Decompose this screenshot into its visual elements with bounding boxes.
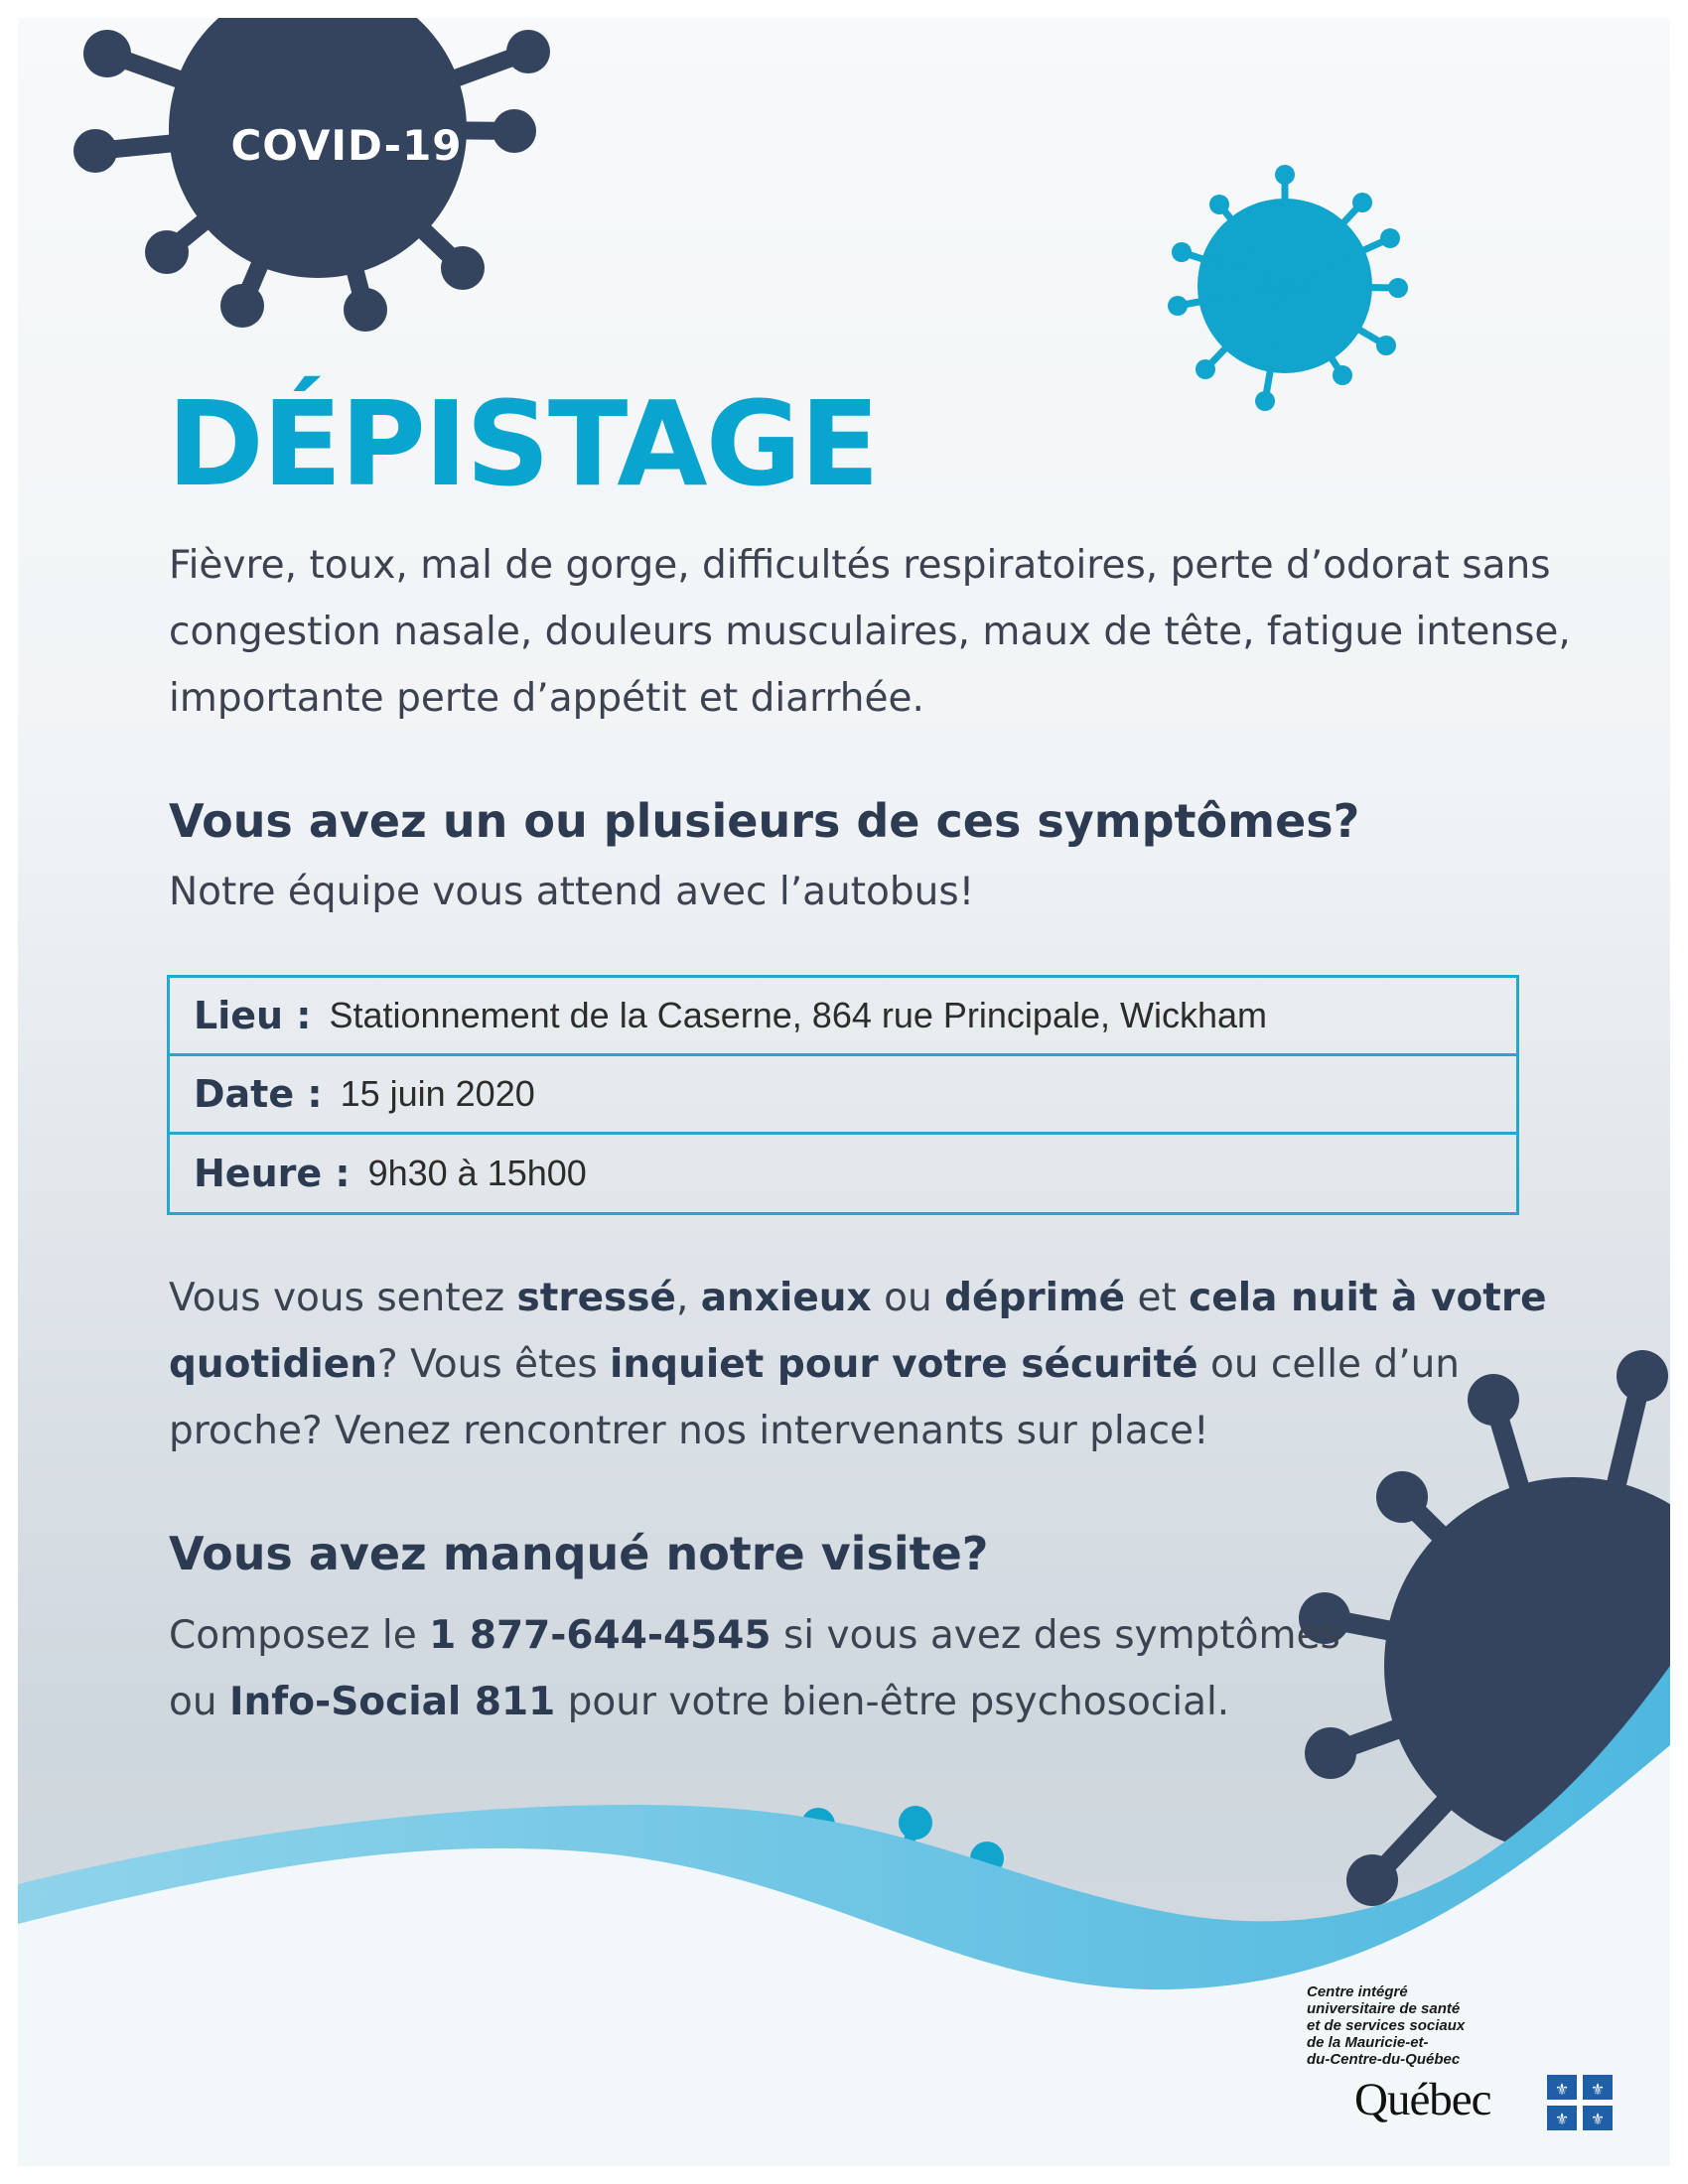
date-value: 15 juin 2020	[340, 1073, 535, 1114]
virus-light-top-icon	[1168, 165, 1408, 411]
para3-text-1: Composez le	[169, 1613, 430, 1658]
psychosocial-paragraph	[169, 1265, 1599, 1464]
para2-bold-quotidien: cela nuit à votre quotidien	[169, 1276, 1547, 1387]
para2-text-2: ,	[675, 1276, 701, 1320]
para2-text-3: ou	[871, 1276, 945, 1320]
svg-text:⚜: ⚜	[1590, 2110, 1606, 2128]
bus-subtitle: Notre équipe vous attend avec l’autobus!	[169, 870, 975, 914]
info-social-number: Info-Social 811	[228, 1680, 556, 1724]
symptoms-text: Fièvre, toux, mal de gorge, difficultés respiratoires, perte d’odorat sans congestion nasale, douleurs musculaires, maux de tête, fatigue intense, importante perte d’appétit et diarrhée.	[169, 543, 1571, 721]
para2-text-6: ou celle d’un proche? Venez rencontrer nos intervenants sur place!	[169, 1342, 1461, 1453]
org-line-1: Centre intégré	[1307, 1983, 1408, 2000]
question-symptoms-heading: Vous avez un ou plusieurs de ces symptômes?	[169, 794, 1360, 848]
virus-dark-top-icon	[73, 18, 550, 332]
para2-text-4: et	[1125, 1276, 1190, 1320]
svg-text:⚜: ⚜	[1554, 2080, 1570, 2099]
info-table	[167, 975, 1519, 1215]
info-row-date	[170, 1056, 1516, 1135]
lieu-value: Stationnement de la Caserne, 864 rue Principale, Wickham	[329, 995, 1267, 1035]
para2-bold-securite: inquiet pour votre sécurité	[610, 1342, 1198, 1387]
org-line-3: et de services sociaux	[1307, 2017, 1466, 2034]
covid-badge-label: COVID-19	[230, 121, 463, 170]
org-line-4: de la Mauricie-et-	[1307, 2034, 1429, 2051]
poster-page	[18, 18, 1670, 2166]
para3-text-2: si vous avez des symptômes ou	[169, 1613, 1340, 1724]
para2-bold-stresse: stressé	[516, 1276, 676, 1320]
missed-visit-heading: Vous avez manqué notre visite?	[169, 1527, 989, 1580]
heure-value: 9h30 à 15h00	[367, 1153, 587, 1193]
svg-text:⚜: ⚜	[1590, 2080, 1606, 2099]
contact-paragraph	[169, 1602, 1360, 1735]
info-row-heure	[170, 1135, 1516, 1212]
para2-text-1: Vous vous sentez	[169, 1276, 517, 1320]
organization-name	[1307, 1983, 1545, 2068]
para2-bold-deprime: déprimé	[944, 1276, 1126, 1320]
info-row-lieu	[170, 978, 1516, 1056]
quebec-flag-icon	[1547, 2075, 1613, 2130]
quebec-wordmark: Québec	[1354, 2074, 1491, 2125]
date-label: Date :	[194, 1072, 323, 1116]
heure-label: Heure :	[194, 1152, 351, 1195]
phone-number: 1 877-644-4545	[429, 1613, 772, 1658]
org-line-2: universitaire de santé	[1307, 2000, 1461, 2017]
svg-text:⚜: ⚜	[1554, 2110, 1570, 2128]
para2-text-5: ? Vous êtes	[377, 1342, 611, 1387]
para2-bold-anxieux: anxieux	[700, 1276, 872, 1320]
page-title: DÉPISTAGE	[167, 375, 879, 512]
para3-text-3: pour votre bien-être psychosocial.	[555, 1680, 1230, 1724]
org-line-5: du-Centre-du-Québec	[1307, 2051, 1461, 2068]
lieu-label: Lieu :	[194, 994, 312, 1037]
